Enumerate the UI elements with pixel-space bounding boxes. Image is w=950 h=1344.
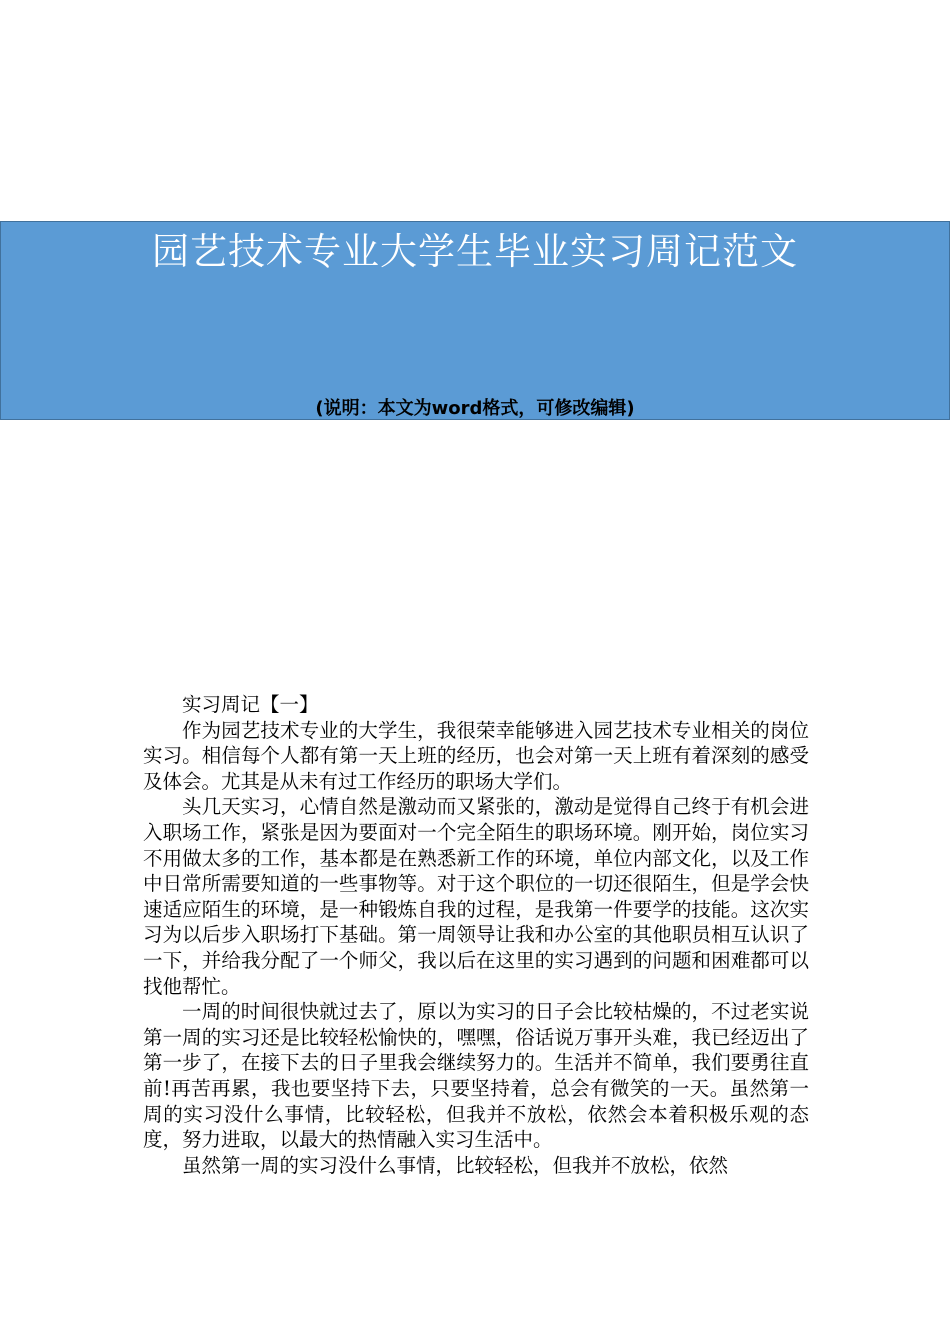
document-body [143, 692, 809, 1178]
paragraph: 一周的时间很快就过去了，原以为实习的日子会比较枯燥的，不过老实说第一周的实习还是比较轻松愉快的，嘿嘿，俗话说万事开头难，我已经迈出了第一步了，在接下去的日子里我会继续努力的。生活并不简单，我们要勇往直前!再苦再累，我也要坚持下去，只要坚持着，总会有微笑的一天。虽然第一周的实习没什么事情，比较轻松，但我并不放松，依然会本着积极乐观的态度，努力进取，以最大的热情融入实习生活中。 [143, 1000, 809, 1152]
format-note: (说明：本文为word格式，可修改编辑) [315, 398, 635, 419]
paragraph: 作为园艺技术专业的大学生，我很荣幸能够进入园艺技术专业相关的岗位实习。相信每个人都有第一天上班的经历，也会对第一天上班有着深刻的感受及体会。尤其是从未有过工作经历的职场大学们。 [143, 718, 809, 793]
title-banner [0, 221, 950, 420]
section-heading: 实习周记【一】 [182, 693, 319, 716]
paragraph: 虽然第一周的实习没什么事情，比较轻松，但我并不放松，依然 [182, 1153, 729, 1177]
paragraph: 头几天实习，心情自然是激动而又紧张的，激动是觉得自己终于有机会进入职场工作，紧张是因为要面对一个完全陌生的职场环境。刚开始，岗位实习不用做太多的工作，基本都是在熟悉新工作的环境，单位内部文化，以及工作中日常所需要知道的一些事物等。对于这个职位的一切还很陌生，但是学会快速适应陌生的环境，是一种锻炼自我的过程，是我第一件要学的技能。这次实习为以后步入职场打下基础。第一周领导让我和办公室的其他职员相互认识了一下，并给我分配了一个师父，我以后在这里的实习遇到的问题和困难都可以找他帮忙。 [143, 795, 809, 998]
document-title: 园艺技术专业大学生毕业实习周记范文 [152, 230, 798, 273]
